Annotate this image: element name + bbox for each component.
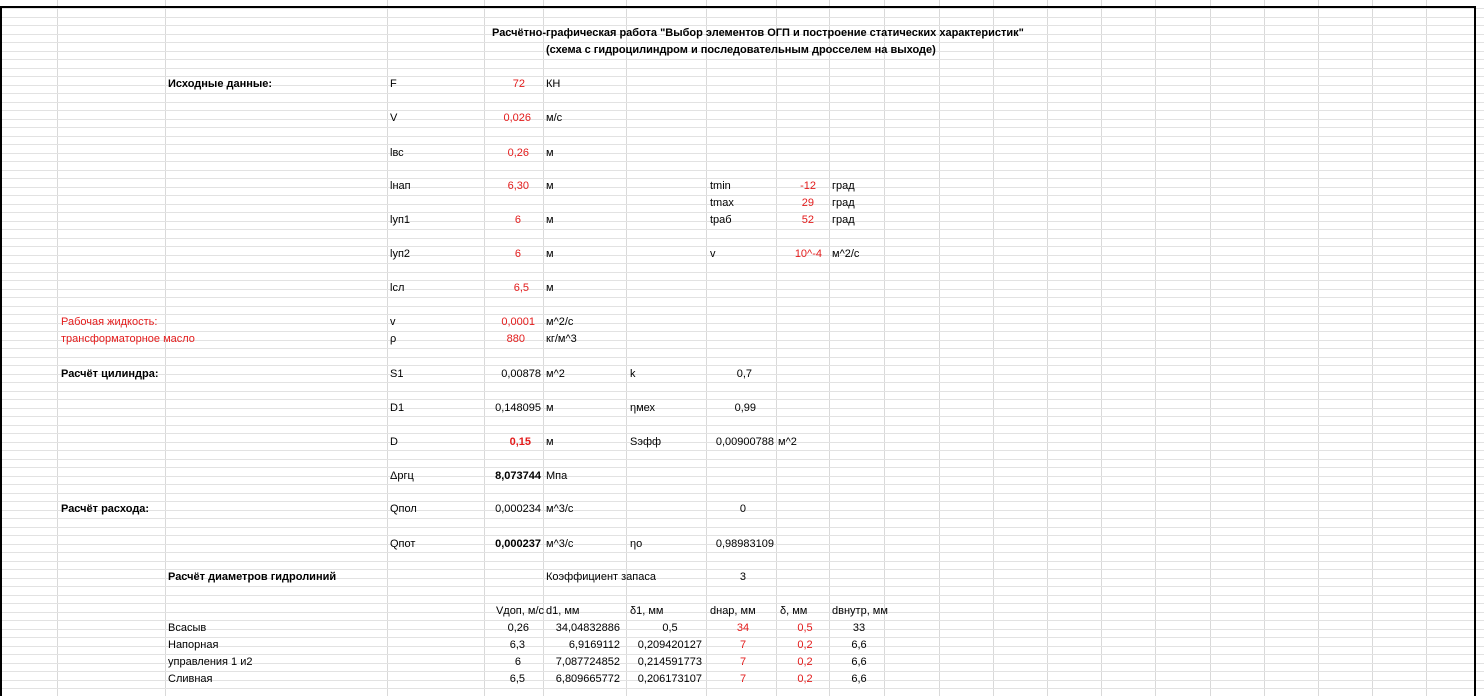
temp-label-twork[interactable]: tраб [710, 214, 732, 226]
viscosity-unit[interactable]: м^2/с [832, 248, 860, 260]
reserve-value[interactable]: 3 [739, 571, 746, 583]
flow-label-qpot[interactable]: Qпот [390, 538, 416, 550]
pipe-row-d1[interactable]: 6,9169112 [568, 639, 620, 651]
pipe-row-d1[interactable]: 7,087724852 [555, 656, 620, 668]
pipe-row-dvnutr[interactable]: 6,6 [851, 639, 867, 651]
cyl-value-k[interactable]: 0,7 [736, 368, 752, 380]
input-unit-v[interactable]: м/с [546, 112, 563, 124]
viscosity-value[interactable]: 10^-4 [794, 248, 822, 260]
pipe-row-name[interactable]: Сливная [168, 673, 213, 685]
pipe-header-delta1[interactable]: δ1, мм [630, 605, 664, 617]
section-fluid-type[interactable]: трансформаторное масло [61, 333, 195, 345]
input-unit-lup2[interactable]: м [546, 248, 554, 260]
cyl-label-dp[interactable]: Δpгц [390, 470, 414, 482]
pipe-row-v[interactable]: 6,3 [509, 639, 525, 651]
pipe-row-v[interactable]: 0,26 [507, 622, 529, 634]
flow-value-qpot[interactable]: 0,000237 [495, 538, 541, 550]
pipe-row-d1[interactable]: 6,809665772 [555, 673, 620, 685]
section-cylinder[interactable]: Расчёт цилиндра: [61, 368, 159, 380]
input-unit-lnap[interactable]: м [546, 180, 554, 192]
reserve-label[interactable]: Коэффициент запаса [546, 571, 656, 583]
temp-unit-tmax[interactable]: град [832, 197, 855, 209]
fluid-label-v[interactable]: v [390, 316, 396, 328]
viscosity-label[interactable]: v [710, 248, 716, 260]
pipe-row-dnar[interactable]: 7 [739, 656, 747, 668]
flow-label-qpol[interactable]: Qпол [390, 503, 417, 515]
fluid-unit-v[interactable]: м^2/с [546, 316, 574, 328]
input-unit-lup1[interactable]: м [546, 214, 554, 226]
input-unit-lvs[interactable]: м [546, 147, 554, 159]
pipe-row-delta[interactable]: 0,2 [797, 639, 813, 651]
pipe-row-delta[interactable]: 0,2 [797, 656, 813, 668]
cyl-unit-seff[interactable]: м^2 [778, 436, 797, 448]
input-label-lsl[interactable]: lсл [390, 282, 405, 294]
input-value-lvs[interactable]: 0,26 [507, 147, 529, 159]
cyl-label-s1[interactable]: S1 [390, 368, 404, 380]
pipe-row-delta[interactable]: 0,5 [797, 622, 813, 634]
input-unit-f[interactable]: КН [546, 78, 561, 90]
cyl-unit-s1[interactable]: м^2 [546, 368, 565, 380]
flow-unit-qpot[interactable]: м^3/с [546, 538, 574, 550]
temp-value-twork[interactable]: 52 [801, 214, 814, 226]
title-line-1[interactable]: Расчётно-графическая работа "Выбор элементов ОГП и построение статических характеристик" [492, 27, 1024, 39]
cyl-label-d1[interactable]: D1 [390, 402, 405, 414]
input-value-lup1[interactable]: 6 [514, 214, 521, 226]
pipe-header-d1[interactable]: d1, мм [546, 605, 580, 617]
pipe-header-dvnutr[interactable]: dвнутр, мм [832, 605, 888, 617]
temp-value-tmax[interactable]: 29 [801, 197, 814, 209]
temp-value-tmin[interactable]: -12 [800, 180, 816, 192]
input-value-lup2[interactable]: 6 [514, 248, 521, 260]
cyl-value-d[interactable]: 0,15 [509, 436, 531, 448]
cyl-label-k[interactable]: k [630, 368, 636, 380]
flow-unit-qpol[interactable]: м^3/с [546, 503, 574, 515]
cyl-value-s1[interactable]: 0,00878 [501, 368, 541, 380]
pipe-row-delta1[interactable]: 0,5 [662, 622, 678, 634]
cyl-value-nmex[interactable]: 0,99 [734, 402, 756, 414]
pipe-row-v[interactable]: 6 [514, 656, 521, 668]
cyl-label-seff[interactable]: Sэфф [630, 436, 662, 448]
input-value-f[interactable]: 72 [512, 78, 525, 90]
input-value-lnap[interactable]: 6,30 [507, 180, 529, 192]
cyl-value-seff[interactable]: 0,00900788 [715, 436, 774, 448]
fluid-unit-rho[interactable]: кг/м^3 [546, 333, 577, 345]
pipe-row-dnar[interactable]: 7 [739, 639, 747, 651]
temp-label-tmax[interactable]: tmax [710, 197, 734, 209]
cyl-unit-dp[interactable]: Мпа [546, 470, 568, 482]
pipe-row-dvnutr[interactable]: 33 [852, 622, 866, 634]
flow-value-no[interactable]: 0,98983109 [715, 538, 774, 550]
cyl-label-nmex[interactable]: ηмех [630, 402, 656, 414]
input-value-lsl[interactable]: 6,5 [513, 282, 529, 294]
pipe-row-dvnutr[interactable]: 6,6 [851, 673, 867, 685]
section-diameters[interactable]: Расчёт диаметров гидролиний [168, 571, 337, 583]
input-label-lnap[interactable]: lнап [390, 180, 411, 192]
temp-unit-tmin[interactable]: град [832, 180, 855, 192]
pipe-header-delta[interactable]: δ, мм [780, 605, 808, 617]
print-area-border [0, 6, 1476, 696]
pipe-row-d1[interactable]: 34,04832886 [555, 622, 620, 634]
title-line-2[interactable]: (схема с гидроцилиндром и последовательным дросселем на выходе) [546, 44, 936, 56]
cyl-unit-d1[interactable]: м [546, 402, 554, 414]
input-unit-lsl[interactable]: м [546, 282, 554, 294]
flow-value-qpol[interactable]: 0,000234 [495, 503, 541, 515]
pipe-row-delta1[interactable]: 0,209420127 [637, 639, 702, 651]
section-flow[interactable]: Расчёт расхода: [61, 503, 150, 515]
flow-value-extra[interactable]: 0 [739, 503, 746, 515]
pipe-row-delta1[interactable]: 0,206173107 [637, 673, 702, 685]
input-label-f[interactable]: F [390, 78, 397, 90]
cyl-unit-d[interactable]: м [546, 436, 554, 448]
pipe-row-v[interactable]: 6,5 [509, 673, 525, 685]
pipe-header-dnar[interactable]: dнар, мм [710, 605, 756, 617]
pipe-row-delta1[interactable]: 0,214591773 [637, 656, 702, 668]
fluid-value-v[interactable]: 0,0001 [501, 316, 535, 328]
fluid-label-rho[interactable]: ρ [390, 333, 397, 345]
pipe-row-dnar[interactable]: 7 [739, 673, 747, 685]
section-input-data[interactable]: Исходные данные: [168, 78, 273, 90]
pipe-row-name[interactable]: Всасыв [168, 622, 207, 634]
input-value-v[interactable]: 0,026 [503, 112, 531, 124]
flow-label-no[interactable]: ηо [630, 538, 643, 550]
cyl-label-d[interactable]: D [390, 436, 398, 448]
pipe-row-dnar[interactable]: 34 [736, 622, 750, 634]
pipe-header-vdop[interactable]: Vдоп, м/с [495, 605, 544, 617]
temp-unit-twork[interactable]: град [832, 214, 855, 226]
pipe-row-delta[interactable]: 0,2 [797, 673, 813, 685]
input-label-lup1[interactable]: lуп1 [390, 214, 411, 226]
pipe-row-dvnutr[interactable]: 6,6 [851, 656, 867, 668]
cyl-value-dp[interactable]: 8,073744 [495, 470, 541, 482]
pipe-row-name[interactable]: управления 1 и2 [168, 656, 253, 668]
section-fluid[interactable]: Рабочая жидкость: [61, 316, 158, 328]
input-label-lvs[interactable]: lвс [390, 147, 404, 159]
input-label-v[interactable]: V [390, 112, 398, 124]
cyl-value-d1[interactable]: 0,148095 [495, 402, 541, 414]
input-label-lup2[interactable]: lуп2 [390, 248, 411, 260]
pipe-row-name[interactable]: Напорная [168, 639, 219, 651]
temp-label-tmin[interactable]: tmin [710, 180, 731, 192]
fluid-value-rho[interactable]: 880 [506, 333, 525, 345]
